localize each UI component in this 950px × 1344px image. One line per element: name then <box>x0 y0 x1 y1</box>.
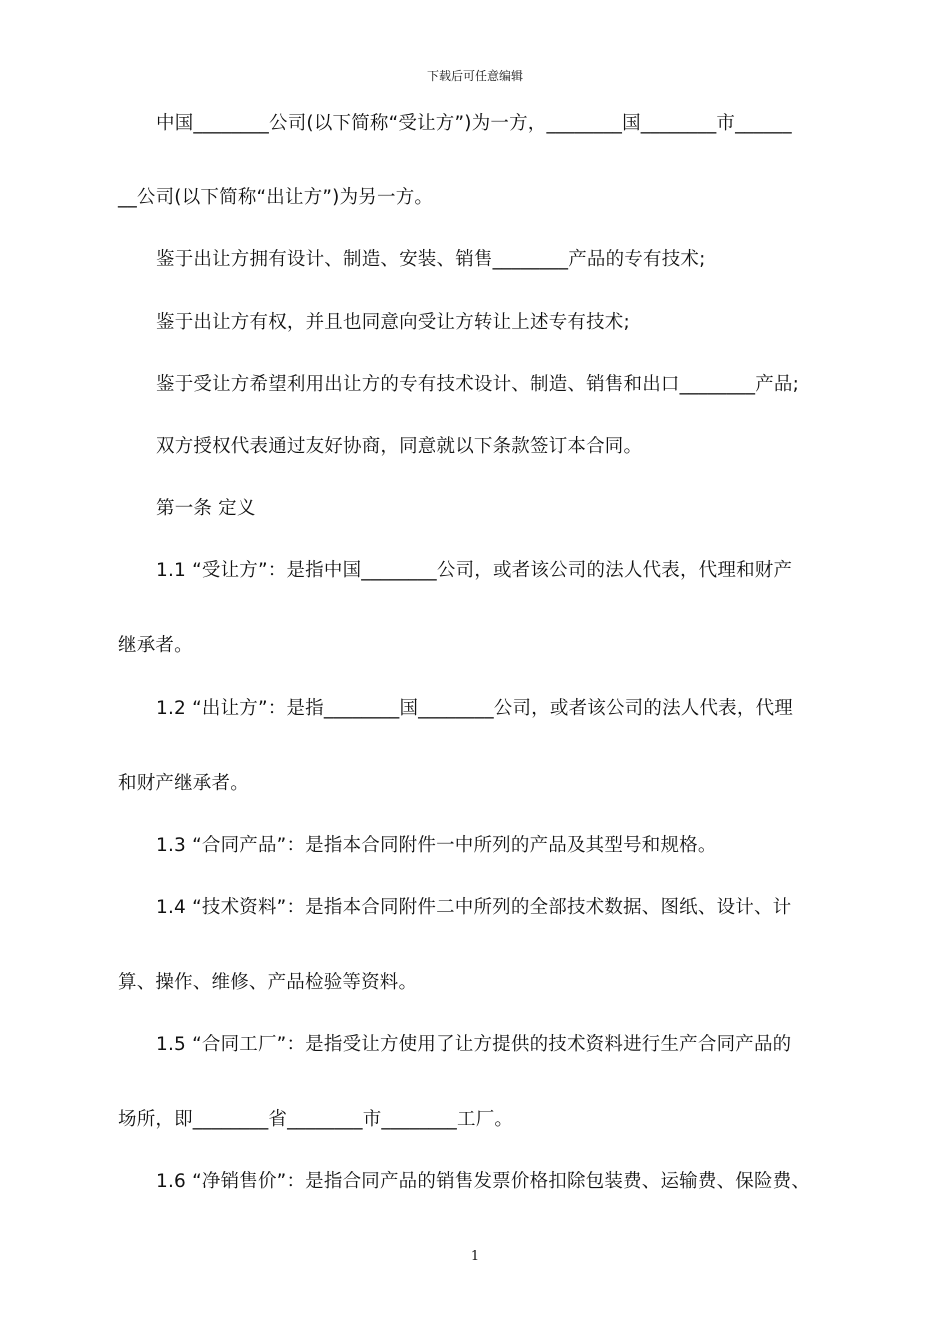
paragraph-line-whereas-2: 鉴于出让方有权，并且也同意向受让方转让上述专有技术; <box>156 312 630 333</box>
clause-1-6: 1.6 “净销售价”：是指合同产品的销售发票价格扣除包装费、运输费、保险费、 <box>156 1171 811 1192</box>
article-title: 第一条 定义 <box>156 498 256 519</box>
clause-1-2: 1.2 “出让方”：是指________国________公司，或者该公司的法人代表，代理 <box>156 698 793 719</box>
page-number: 1 <box>470 1249 480 1264</box>
clause-1-5-continued: 场所，即________省________市________工厂。 <box>118 1109 514 1130</box>
clause-1-4-continued: 算、操作、维修、产品检验等资料。 <box>118 972 418 993</box>
clause-1-1: 1.1 “受让方”：是指中国________公司，或者该公司的法人代表，代理和财产 <box>156 560 793 581</box>
paragraph-line-agreement: 双方授权代表通过友好协商，同意就以下条款签订本合同。 <box>156 436 643 457</box>
clause-1-2-continued: 和财产继承者。 <box>118 773 249 794</box>
clause-1-4: 1.4 “技术资料”：是指本合同附件二中所列的全部技术数据、图纸、设计、计 <box>156 897 792 918</box>
paragraph-line-party-b: __公司(以下简称“出让方”)为另一方。 <box>118 187 434 208</box>
clause-1-5: 1.5 “合同工厂”：是指受让方使用了让方提供的技术资料进行生产合同产品的 <box>156 1034 792 1055</box>
clause-1-3: 1.3 “合同产品”：是指本合同附件一中所列的产品及其型号和规格。 <box>156 835 717 856</box>
paragraph-line-whereas-1: 鉴于出让方拥有设计、制造、安装、销售________产品的专有技术; <box>156 249 706 270</box>
paragraph-line-party-a: 中国________公司(以下简称“受让方”)为一方，________国________市______ <box>156 113 792 134</box>
clause-1-1-continued: 继承者。 <box>118 635 193 656</box>
page-header: 下载后可任意编辑 <box>426 69 523 83</box>
paragraph-line-whereas-3: 鉴于受让方希望利用出让方的专有技术设计、制造、销售和出口________产品; <box>156 374 800 395</box>
